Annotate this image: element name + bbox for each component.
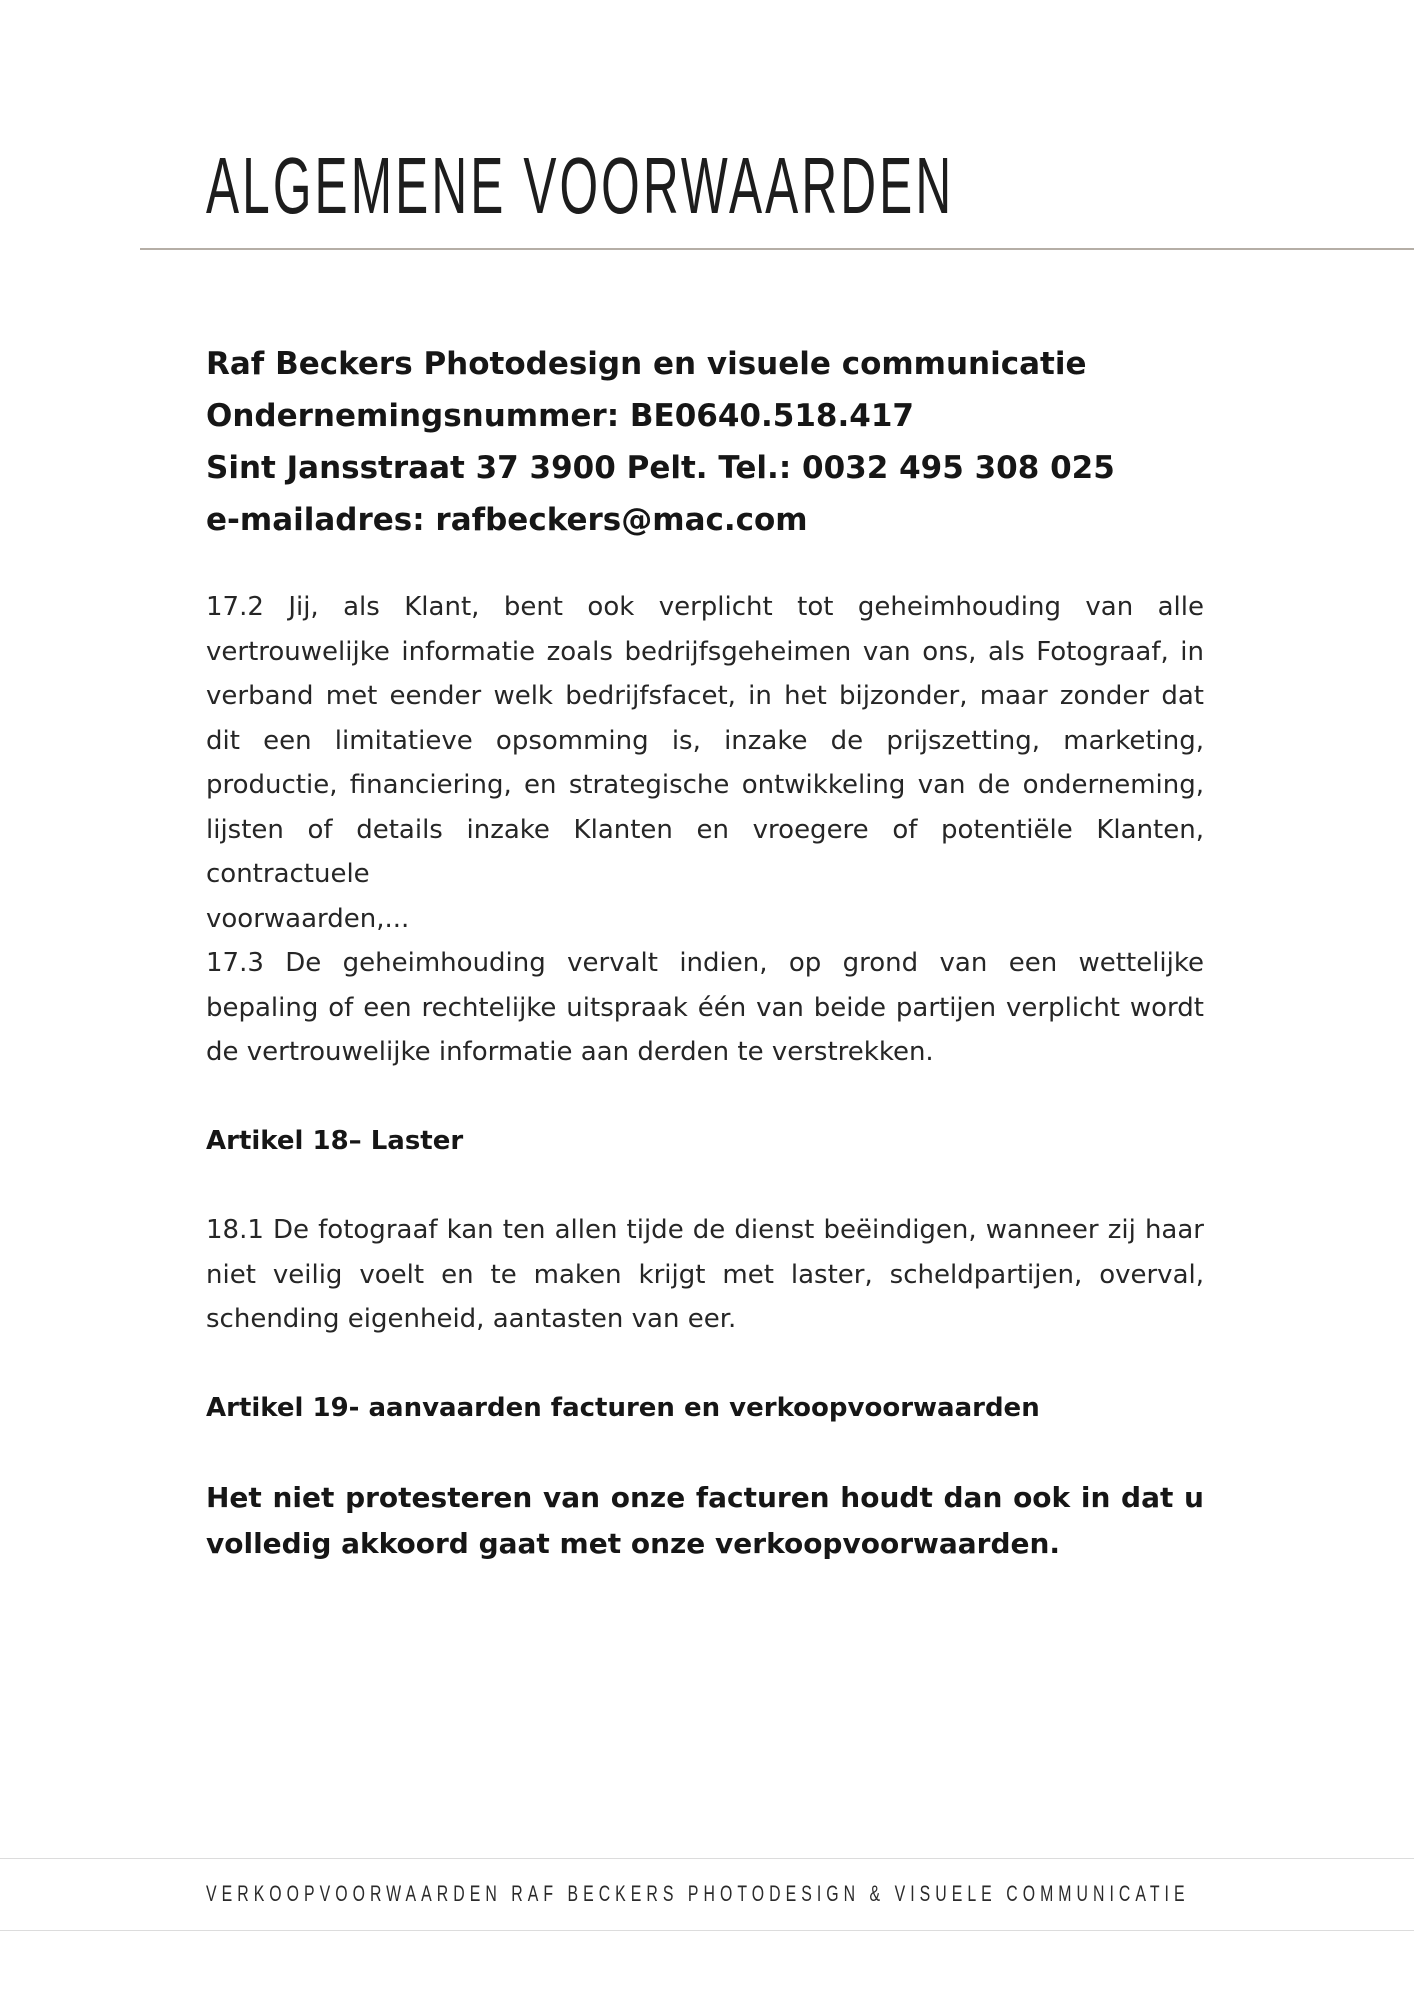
company-name: Raf Beckers Photodesign en visuele communicatie [206, 346, 1087, 382]
terms-content [206, 585, 1204, 1567]
article-18-heading: Artikel 18– Laster [206, 1126, 464, 1156]
company-registration-number: Ondernemingsnummer: BE0640.518.417 [206, 398, 914, 434]
paragraph-17-3: 17.3 De geheimhouding vervalt indien, op grond van een wettelijke bepaling of een rechtelijke uitspraak één van beide partijen verplicht wordt de vertrouwelijke informatie aan derden te verstrekken. [206, 948, 1204, 1067]
footer-divider-bottom [0, 1930, 1414, 1931]
closing-statement: Het niet protesteren van onze facturen houdt dan ook in dat u volledig akkoord gaat met onze verkoopvoorwaarden. [206, 1481, 1204, 1560]
footer-divider-top [0, 1858, 1414, 1859]
company-address-phone: Sint Jansstraat 37 3900 Pelt. Tel.: 0032 495 308 025 [206, 450, 1115, 486]
page-title: ALGEMENE VOORWAARDEN [206, 141, 955, 230]
footer-text: VERKOOPVOORWAARDEN RAF BECKERS PHOTODESIGN & VISUELE COMMUNICATIE [206, 1881, 1190, 1906]
company-email: e-mailadres: rafbeckers@mac.com [206, 502, 808, 538]
article-19-heading: Artikel 19- aanvaarden facturen en verkoopvoorwaarden [206, 1393, 1040, 1423]
paragraph-17-2: 17.2 Jij, als Klant, bent ook verplicht tot geheimhouding van alle vertrouwelijke informatie zoals bedrijfsgeheimen van ons, als Fotograaf, in verband met eender welk bedrijfsfacet, in het bijzonder, maar zonder dat dit een limitatieve opsomming is, inzake de prijszetting, marketing, productie, financiering, en strategische ontwikkeling van de onderneming, lijsten of details inzake Klanten en vroegere of potentiële Klanten, contractuele [206, 592, 1204, 889]
paragraph-17-2-end: voorwaarden,... [206, 903, 410, 934]
title-divider [140, 248, 1414, 250]
company-info [206, 338, 1206, 546]
paragraph-18-1: 18.1 De fotograaf kan ten allen tijde de dienst beëindigen, wanneer zij haar niet veilig voelt en te maken krijgt met laster, scheldpartijen, overval, schending eigenheid, aantasten van eer. [206, 1215, 1204, 1334]
